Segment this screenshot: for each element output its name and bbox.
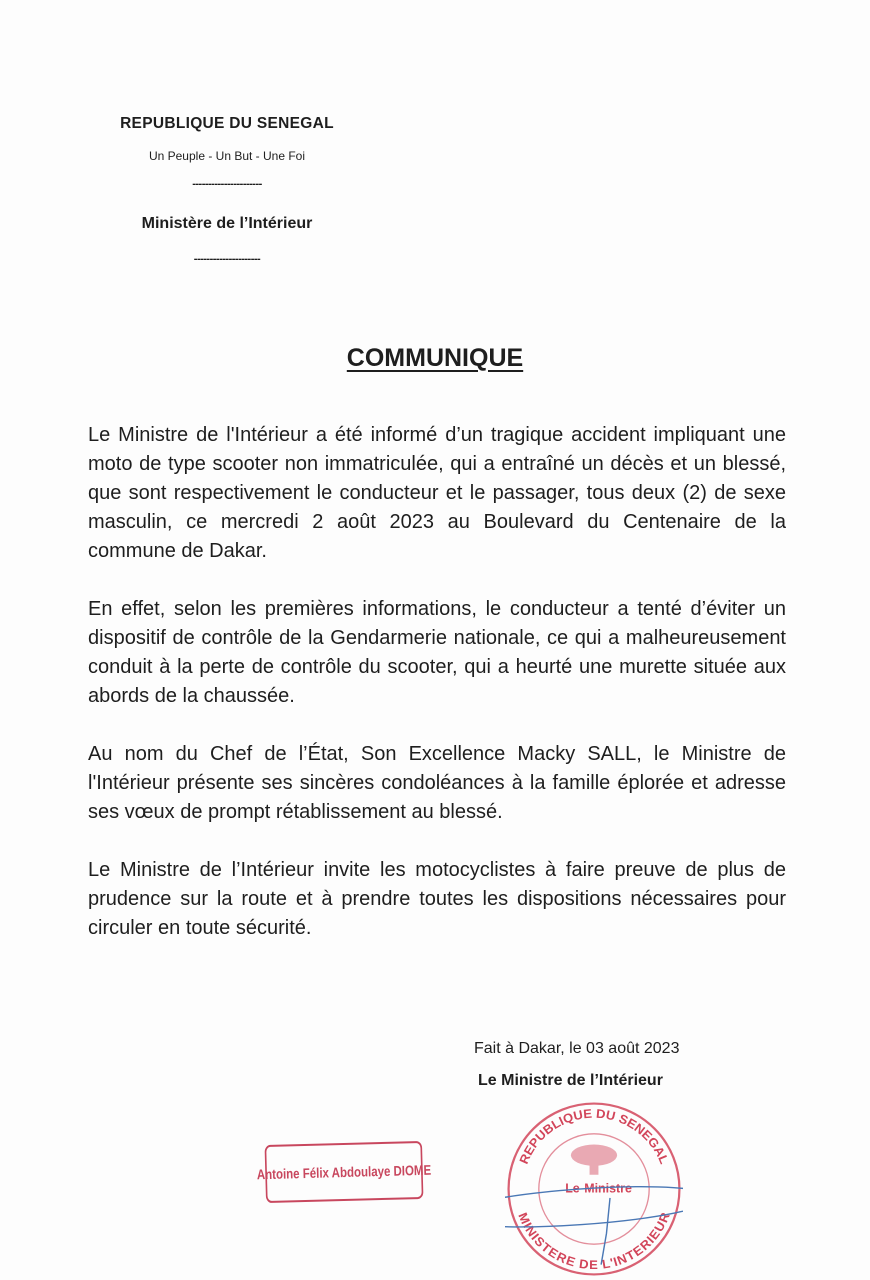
ministry-heading: Ministère de l’Intérieur xyxy=(141,215,313,232)
name-stamp: Antoine Félix Abdoulaye DIOME xyxy=(265,1141,424,1203)
seal-top-text: REPUBLIQUE DU SENEGAL xyxy=(516,1106,672,1167)
baobab-tree-icon xyxy=(571,1145,617,1175)
seal-center-text: Ministre xyxy=(584,1181,632,1196)
divider: --------------------- xyxy=(193,253,261,265)
paragraph: Le Ministre de l’Intérieur invite les motocyclistes à faire preuve de plus de prudence sur la route et à prendre toutes les dispositions nécessaires pour circuler en toute sécurité. xyxy=(88,859,786,939)
country-heading: REPUBLIQUE DU SENEGAL xyxy=(120,115,334,132)
document-title: COMMUNIQUE xyxy=(346,344,524,372)
national-motto: Un Peuple - Un But - Une Foi xyxy=(148,149,306,163)
svg-text:MINISTERE DE L'INTERIEUR xyxy=(515,1211,672,1272)
paragraph: Le Ministre de l'Intérieur a été informé d’un tragique accident impliquant une moto de type scooter non immatriculée, qui a entraîné un décès et un blessé, que sont respectivement le conducteur et le passager, tous deux (2) de sexe masculin, ce mercredi 2 août 2023 au Boulevard du Centenaire de la commune de Dakar. xyxy=(88,424,786,562)
seal-bottom-text: MINISTERE DE L'INTERIEUR xyxy=(515,1210,673,1273)
seal-center-text: Le xyxy=(565,1181,580,1196)
paragraph: Au nom du Chef de l’État, Son Excellence Macky SALL, le Ministre de l'Intérieur présente ses sincères condoléances à la famille éplorée et adresse ses vœux de prompt rétablissement au blessé. xyxy=(88,743,786,823)
place-date: Fait à Dakar, le 03 août 2023 xyxy=(474,1040,680,1057)
official-seal xyxy=(505,1100,683,1278)
body-text xyxy=(88,421,786,972)
paragraph: En effet, selon les premières informations, le conducteur a tenté d’éviter un dispositif de contrôle de la Gendarmerie nationale, ce qui a malheureusement conduit à la perte de contrôle du scooter, qui a heurté une murette située aux abords de la chaussée. xyxy=(88,598,786,707)
signatory-title: Le Ministre de l’Intérieur xyxy=(478,1072,663,1089)
divider: ---------------------- xyxy=(192,178,262,190)
